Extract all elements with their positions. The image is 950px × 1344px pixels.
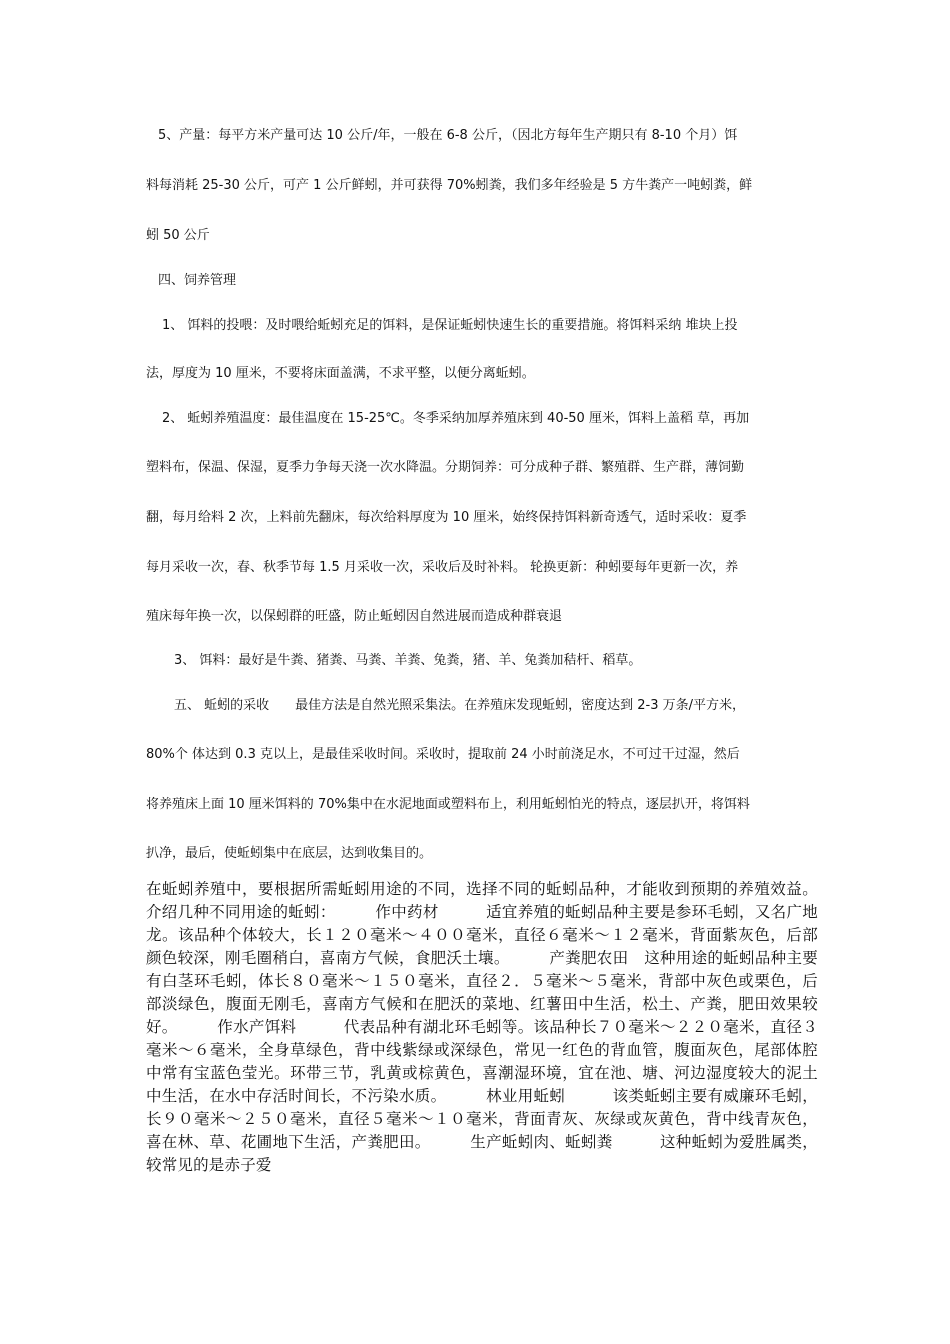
text-line: 法，厚度为 10 厘米，不要将床面盖满，不求平整，以便分离蚯蚓。 [146, 366, 535, 381]
text-line: 蚓 50 公斤 [146, 228, 210, 243]
body-paragraph: 在蚯蚓养殖中，要根据所需蚯蚓用途的不同，选择不同的蚯蚓品种，才能收到预期的养殖效益。介绍几种不同用途的蚯蚓： 作中药材 适宜养殖的蚯蚓品种主要是参环毛蚓，又名广地龙。该品种个体较大，长１２０毫米～４００毫米，直径６毫米～１２毫米，背面紫灰色，后部颜色较深，刚毛圈稍白，喜南方气候，食肥沃土壤。 产粪肥农田 这种用途的蚯蚓品种主要有白茎环毛蚓，体长８０毫米～１５０毫米，直径２．５毫米～５毫米，背部中灰色或栗色，后部淡绿色，腹面无刚毛，喜南方气候和在肥沃的菜地、红薯田中生活，松土、产粪，肥田效果较好。 作水产饵料 代表品种有湖北环毛蚓等。该品种长７０毫米～２２０毫米，直径３毫米～６毫米，全身草绿色，背中线紫绿或深绿色，常见一红色的背血管，腹面灰色，尾部体腔中常有宝蓝色莹光。环带三节，乳黄或棕黄色，喜潮湿环境，宜在池、塘、河边湿度较大的泥土中生活，在水中存活时间长，不污染水质。 林业用蚯蚓 该类蚯蚓主要有威廉环毛蚓，长９０毫米～２５０毫米，直径５毫米～１０毫米，背面青灰、灰绿或灰黄色，背中线青灰色，喜在林、草、花圃地下生活，产粪肥田。 生产蚯蚓肉、蚯蚓粪 这种蚯蚓为爱胜属类，较常见的是赤子爱 [146, 880, 818, 1174]
text-line: 将养殖床上面 10 厘米饵料的 70%集中在水泥地面或塑料布上，利用蚯蚓怕光的特点，逐层扒开，将饵料 [146, 797, 750, 812]
text-line: 2、 蚯蚓养殖温度：最佳温度在 15-25℃。冬季采纳加厚养殖床到 40-50 厘米，饵料上盖稻 草，再加 [162, 411, 750, 426]
text-line: 殖床每年换一次，以保蚓群的旺盛，防止蚯蚓因自然进展而造成种群衰退 [146, 609, 563, 624]
text-line: 翻，每月给料 2 次，上料前先翻床，每次给料厚度为 10 厘米，始终保持饵料新奇透气，适时采收：夏季 [146, 510, 747, 525]
text-line: 5、产量：每平方米产量可达 10 公斤/年，一般在 6-8 公斤，（因北方每年生产期只有 8-10 个月）饵 [158, 128, 738, 143]
text-line: 1、 饵料的投喂：及时喂给蚯蚓充足的饵料，是保证蚯蚓快速生长的重要措施。将饵料采纳 堆块上投 [162, 318, 738, 333]
text-line: 3、 饵料：最好是牛粪、猪粪、马粪、羊粪、兔粪，猪、羊、兔粪加秸杆、稻草。 [174, 653, 642, 668]
text-line: 每月采收一次，春、秋季节每 1.5 月采收一次，采收后及时补料。 轮换更新：种蚓要每年更新一次，养 [146, 560, 739, 575]
section-heading: 四、饲养管理 [158, 273, 237, 288]
text-line: 料每消耗 25-30 公斤，可产 1 公斤鲜蚓，并可获得 70%蚓粪，我们多年经验是 5 方牛粪产一吨蚓粪，鲜 [146, 178, 753, 193]
text-line: 80%个 体达到 0.3 克以上，是最佳采收时间。采收时，提取前 24 小时前浇足水，不可过干过湿，然后 [146, 747, 740, 762]
text-line: 塑料布，保温、保湿，夏季力争每天浇一次水降温。分期饲养：可分成种子群、繁殖群、生产群，薄饲勤 [146, 460, 745, 475]
text-line: 扒净，最后，使蚯蚓集中在底层，达到收集目的。 [146, 846, 433, 861]
section-heading: 五、 蚯蚓的采收 最佳方法是自然光照采集法。在养殖床发现蚯蚓，密度达到 2-3 万条/平方米， [174, 698, 746, 713]
